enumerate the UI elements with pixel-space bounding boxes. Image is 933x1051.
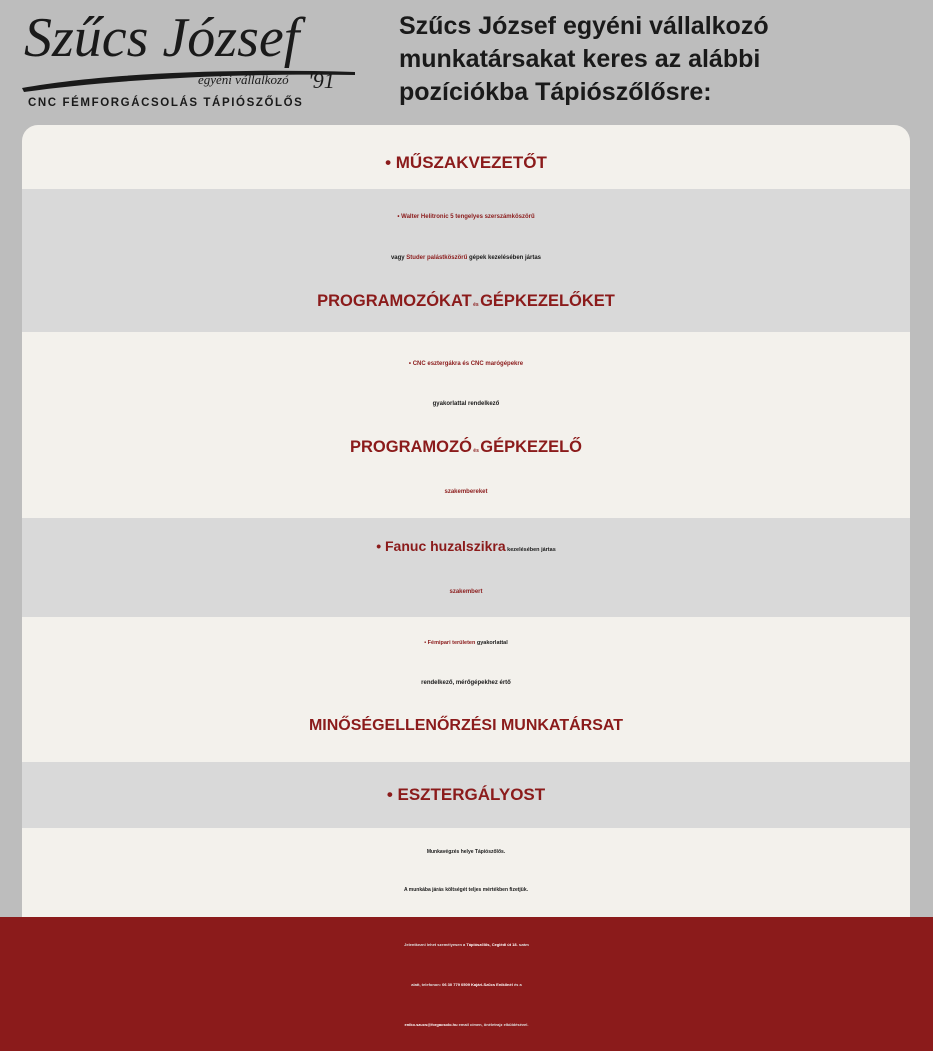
positions-panel <box>22 125 910 917</box>
position-line: szakembereket <box>444 489 488 495</box>
company-logo <box>20 6 360 116</box>
position-line: vagy Studer palástköszörű gépek kezelésében jártas <box>390 255 542 261</box>
position-title: • ESZTERGÁLYOST <box>386 785 546 804</box>
position-line: • Fanuc huzalszikra kezelésében jártas <box>376 538 556 554</box>
intro-line: pozíciókba Tápiószőlősre: <box>399 78 712 106</box>
position-line: • Fémipari területen gyakorlattal <box>424 640 508 646</box>
logo-subtitle: egyéni vállalkozó <box>198 72 289 87</box>
contact-footer <box>0 917 933 1051</box>
logo-year: '91 <box>308 68 335 93</box>
logo-tagline: CNC FÉMFORGÁCSOLÁS TÁPIÓSZŐLŐS <box>28 97 304 109</box>
work-notes <box>22 828 910 917</box>
position-shift-leader <box>22 125 910 189</box>
intro-line: munkatársakat keres az alábbi <box>399 45 761 73</box>
email-link[interactable]: eniko.szucs@forgacsolo.hu <box>404 1022 458 1027</box>
intro-text <box>399 10 919 109</box>
position-line: PROGRAMOZÓKAT és GÉPKEZELŐKET <box>317 292 615 310</box>
position-line: szakembert <box>449 589 483 595</box>
header <box>0 0 933 125</box>
logo-name: Szűcs József <box>24 7 300 69</box>
note-line: A munkába járás költségét teljes mértékben fizetjük. <box>403 887 529 893</box>
footer-line: alatt, telefonon: 06 30 779 0509 Kajári-Szűcs Enikőnél és a <box>411 982 522 987</box>
position-cnc-programmers <box>22 332 910 518</box>
position-line: gyakorlattal rendelkező <box>432 401 500 407</box>
position-line: PROGRAMOZÓ és GÉPKEZELŐ <box>349 438 583 456</box>
position-quality-control <box>22 617 910 762</box>
intro-line: Szűcs József egyéni vállalkozó <box>399 12 769 40</box>
position-line: • Walter Helitronic 5 tengelyes szerszámköszörű <box>397 214 535 220</box>
position-wire-edm <box>22 518 910 617</box>
footer-line: Jelentkezni lehet személyesen a Tápiószőlős, Ceglédi út 18. szám <box>404 942 529 947</box>
position-line: rendelkező, mérőgépekhez értő <box>421 680 511 686</box>
position-turner <box>22 762 910 828</box>
position-title: • MŰSZAKVEZETŐT <box>385 153 547 172</box>
footer-line: eniko.szucs@forgacsolo.hu email címen, önéletrajz elküldésével. <box>404 1022 529 1027</box>
position-line: • CNC esztergákra és CNC marógépekre <box>408 361 524 367</box>
position-line: MINŐSÉGELLENŐRZÉSI MUNKATÁRSAT <box>308 717 624 734</box>
position-grinding-programmers <box>22 189 910 332</box>
note-line: Munkavégzés helye Tápiószőlős. <box>426 849 506 855</box>
